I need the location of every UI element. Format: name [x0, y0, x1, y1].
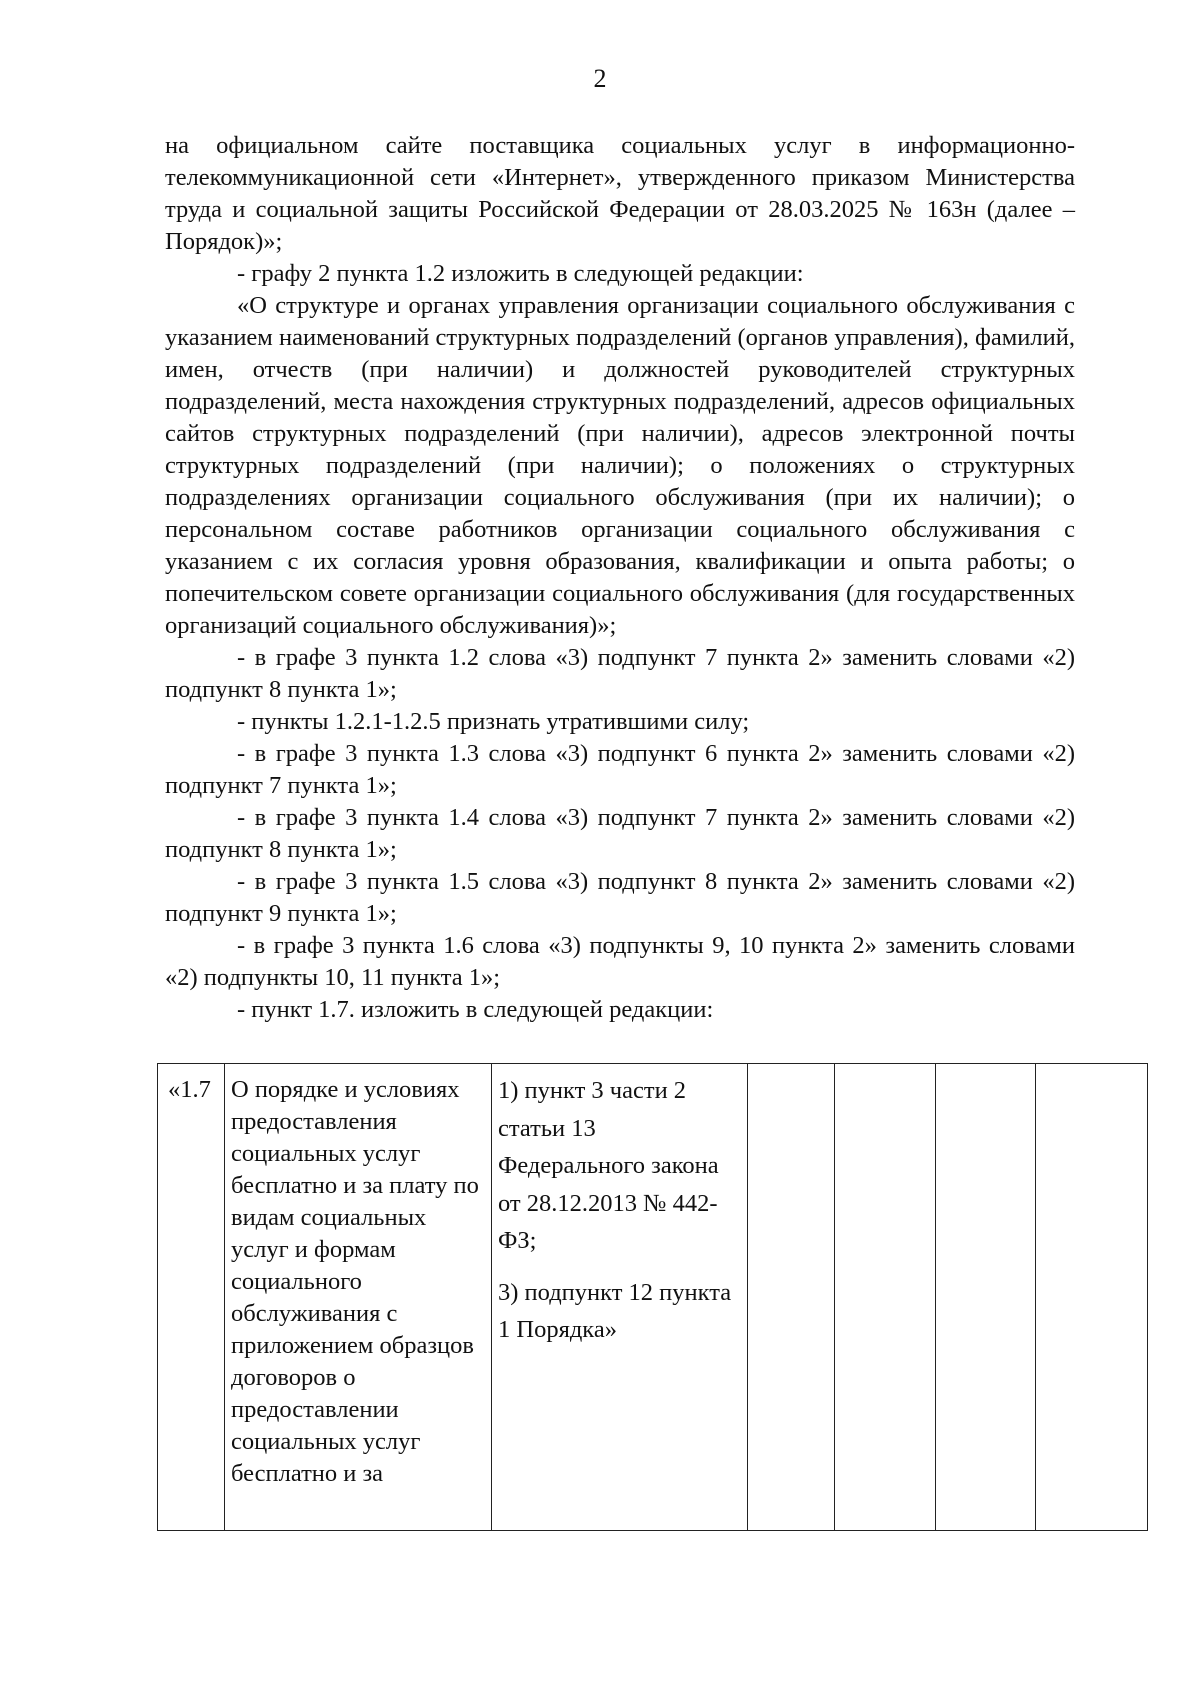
paragraph: - пункты 1.2.1-1.2.5 признать утратившими силу;: [237, 708, 750, 735]
table-cell-number: «1.7: [158, 1064, 225, 1531]
document-body: [165, 130, 1075, 1026]
paragraph: - в графе 3 пункта 1.6 слова «3) подпункты 9, 10 пункта 2» заменить словами «2) подпункты 10, 11 пункта 1»;: [165, 932, 1075, 991]
table-cell-empty: [835, 1064, 936, 1531]
paragraph: - в графе 3 пункта 1.5 слова «3) подпункт 8 пункта 2» заменить словами «2) подпункт 9 пункта 1»;: [165, 868, 1075, 927]
paragraph: на официальном сайте поставщика социальных услуг в информационно-телекоммуникационной сети «Интернет», утвержденного приказом Министерства труда и социальной защиты Российской Федерации от 28.03.2025 № 163н (далее – Порядок)»;: [165, 132, 1075, 255]
paragraph: - в графе 3 пункта 1.3 слова «3) подпункт 6 пункта 2» заменить словами «2) подпункт 7 пункта 1»;: [165, 740, 1075, 799]
paragraph: - пункт 1.7. изложить в следующей редакции:: [237, 996, 714, 1023]
table-cell-references: [492, 1064, 748, 1531]
table-row: [158, 1064, 1148, 1531]
amendment-table: [157, 1063, 1148, 1531]
paragraph: - в графе 3 пункта 1.4 слова «3) подпункт 7 пункта 2» заменить словами «2) подпункт 8 пункта 1»;: [165, 804, 1075, 863]
paragraph: - графу 2 пункта 1.2 изложить в следующей редакции:: [237, 260, 804, 287]
table-cell-empty: [748, 1064, 835, 1531]
table-cell-empty: [936, 1064, 1036, 1531]
paragraph: «О структуре и органах управления организации социального обслуживания с указанием наименований структурных подразделений (органов управления), фамилий, имен, отчеств (при наличии) и должностей руководителей структурных подразделений, места нахождения структурных подразделений, адресов официальных сайтов структурных подразделений (при наличии), адресов электронной почты структурных подразделений (при наличии); о положениях о структурных подразделениях организации социального обслуживания (при их наличии); о персональном составе работников организации социального обслуживания с указанием с их согласия уровня образования, квалификации и опыта работы; о попечительском совете организации социального обслуживания (для государственных организаций социального обслуживания)»;: [165, 292, 1075, 639]
reference-text: 1) пункт 3 части 2 статьи 13 Федерального закона от 28.12.2013 № 442-ФЗ;: [498, 1077, 719, 1254]
page-number: 2: [593, 64, 607, 93]
reference-text: 3) подпункт 12 пункта 1 Порядка»: [498, 1278, 732, 1343]
table-cell-description: О порядке и условиях предоставления социальных услуг бесплатно и за плату по видам социальных услуг и формам социального обслуживания с приложением образцов договоров о предоставлении социальных услуг бесплатно и за: [225, 1064, 492, 1531]
table-cell-empty: [1036, 1064, 1148, 1531]
paragraph: - в графе 3 пункта 1.2 слова «3) подпункт 7 пункта 2» заменить словами «2) подпункт 8 пункта 1»;: [165, 644, 1075, 703]
